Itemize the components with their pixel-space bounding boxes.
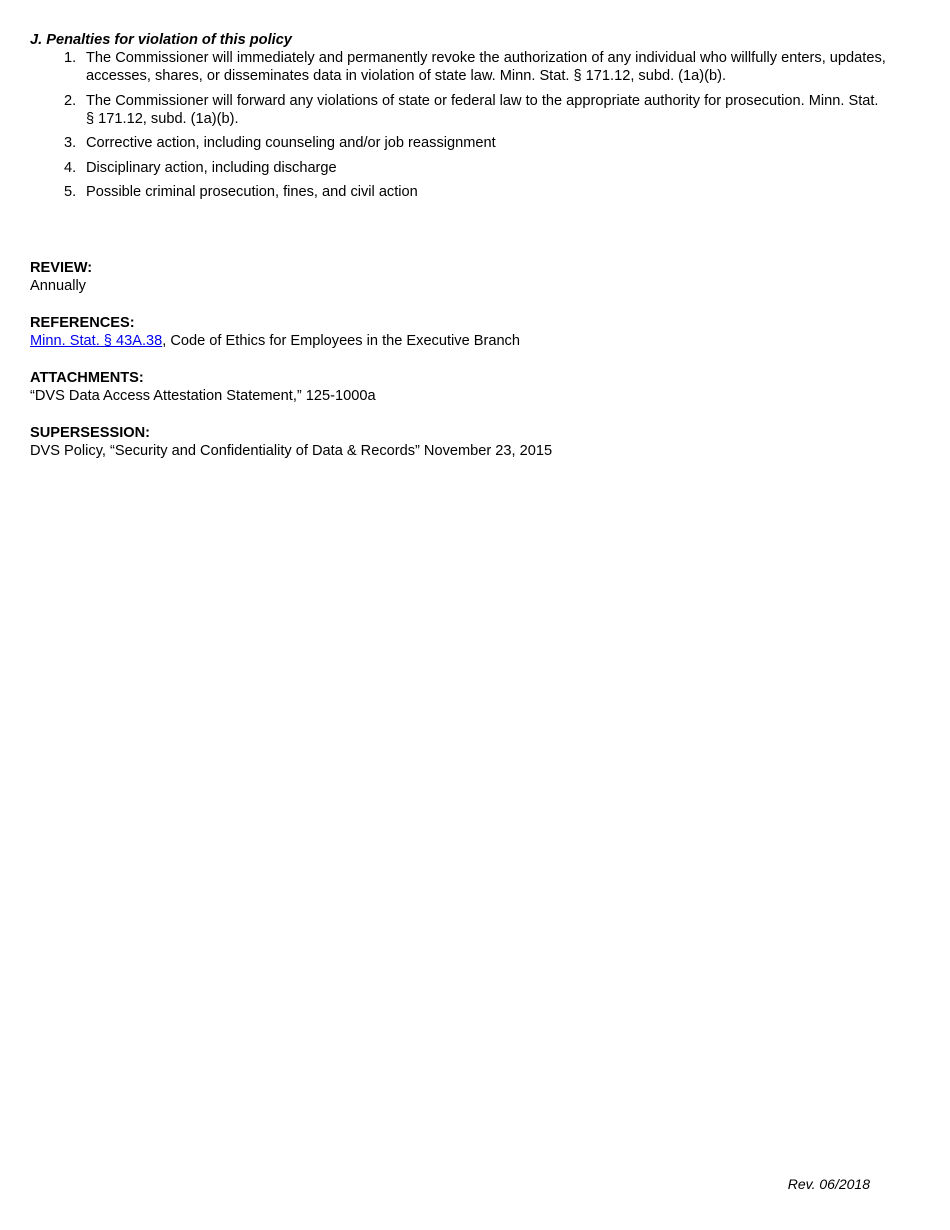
list-item-number: 1. bbox=[64, 50, 77, 66]
document-page bbox=[30, 31, 890, 461]
revision-footer: Rev. 06/2018 bbox=[787, 1176, 870, 1192]
references-block bbox=[30, 314, 890, 351]
review-value: Annually bbox=[30, 278, 86, 294]
list-item bbox=[30, 134, 890, 152]
section-heading: J. Penalties for violation of this policy bbox=[30, 32, 292, 48]
list-item-number: 3. bbox=[64, 135, 77, 151]
penalties-list bbox=[30, 49, 890, 201]
review-block bbox=[30, 259, 890, 296]
list-item-number: 5. bbox=[64, 184, 77, 200]
supersession-value: DVS Policy, “Security and Confidentiality of Data & Records” November 23, 2015 bbox=[30, 443, 553, 459]
list-item-text: Possible criminal prosecution, fines, and civil action bbox=[86, 184, 418, 200]
list-item bbox=[30, 183, 890, 201]
supersession-label: SUPERSESSION: bbox=[30, 425, 151, 441]
list-item-number: 4. bbox=[64, 159, 77, 176]
attachments-value: “DVS Data Access Attestation Statement,” 125-1000a bbox=[30, 388, 376, 404]
list-item-text: The Commissioner will immediately and permanently revoke the authorization of any individual who willfully enters, updates, accesses, shares, or disseminates data in violation of state law. Minn. Stat. § 171.12, subd. (1a)(b). bbox=[86, 50, 886, 84]
references-value bbox=[30, 332, 890, 351]
list-item-text: Disciplinary action, including discharge bbox=[86, 159, 337, 176]
supersession-block bbox=[30, 424, 890, 461]
list-item bbox=[30, 159, 890, 177]
statute-link[interactable]: Minn. Stat. § 43A.38 bbox=[30, 333, 163, 349]
references-label: REFERENCES: bbox=[30, 315, 135, 331]
list-item bbox=[30, 92, 890, 128]
attachments-block bbox=[30, 369, 890, 406]
attachments-label: ATTACHMENTS: bbox=[30, 370, 144, 386]
review-label: REVIEW: bbox=[30, 260, 93, 276]
list-item bbox=[30, 49, 890, 85]
list-item-number: 2. bbox=[64, 92, 77, 109]
list-item-text: The Commissioner will forward any violations of state or federal law to the appropriate authority for prosecution. Minn. Stat. § 171.12, subd. (1a)(b). bbox=[86, 92, 879, 127]
list-item-text: Corrective action, including counseling and/or job reassignment bbox=[86, 135, 496, 151]
reference-description: , Code of Ethics for Employees in the Executive Branch bbox=[162, 333, 520, 349]
